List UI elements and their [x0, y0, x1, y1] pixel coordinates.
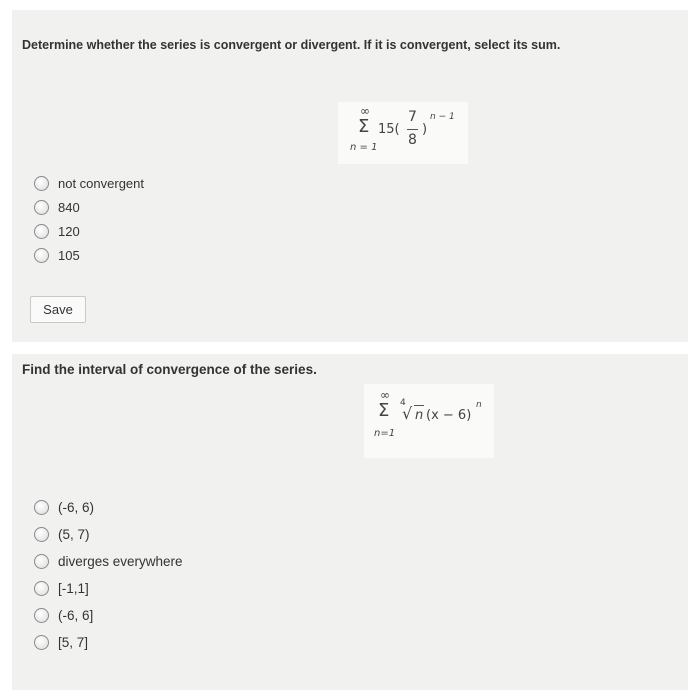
option-label: 120 — [58, 224, 80, 239]
sigma-upper-limit: ∞ — [380, 388, 390, 402]
option-interval-2[interactable] — [34, 527, 183, 542]
sigma-symbol: Σ — [378, 400, 390, 421]
sigma-symbol: Σ — [358, 116, 370, 137]
radio-button[interactable] — [34, 500, 49, 515]
option-label: diverges everywhere — [58, 554, 183, 569]
option-120[interactable] — [34, 224, 144, 239]
series-formula-1 — [338, 102, 468, 164]
question-1-panel — [12, 10, 688, 342]
fraction-numerator: 7 — [408, 109, 417, 125]
radical-sign: √ — [402, 404, 413, 423]
screenshot-divider — [12, 342, 688, 354]
option-label: [-1,1] — [58, 581, 89, 596]
series-exponent: n − 1 — [430, 112, 455, 122]
sigma-upper-limit: ∞ — [360, 104, 370, 118]
fraction-denominator: 8 — [408, 132, 417, 148]
option-840[interactable] — [34, 200, 144, 215]
answer-options-2 — [34, 500, 183, 662]
radio-button[interactable] — [34, 224, 49, 239]
radio-button[interactable] — [34, 608, 49, 623]
series-body: (x − 6) — [426, 408, 472, 423]
option-label: (-6, 6] — [58, 608, 94, 623]
answer-options-1 — [34, 176, 144, 272]
option-label: (-6, 6) — [58, 500, 95, 515]
radio-button[interactable] — [34, 200, 49, 215]
option-interval-1[interactable] — [34, 500, 183, 515]
option-interval-5[interactable] — [34, 635, 183, 650]
series-formula-2 — [364, 384, 494, 458]
option-label: 840 — [58, 200, 80, 215]
radical-bar — [414, 405, 424, 406]
radio-button[interactable] — [34, 581, 49, 596]
question-1-prompt: Determine whether the series is convergent or divergent. If it is convergent, select its sum. — [22, 38, 561, 52]
option-not-convergent[interactable] — [34, 176, 144, 191]
radio-button[interactable] — [34, 635, 49, 650]
radio-button[interactable] — [34, 527, 49, 542]
option-interval-4[interactable] — [34, 608, 183, 623]
sigma-lower-limit: n = 1 — [350, 142, 378, 153]
option-interval-3[interactable] — [34, 581, 183, 596]
sigma-lower-limit: n=1 — [374, 428, 396, 439]
option-label: (5, 7) — [58, 527, 90, 542]
option-label: not convergent — [58, 176, 145, 191]
root-index: 4 — [400, 398, 406, 408]
option-label: [5, 7] — [58, 635, 89, 650]
question-2-prompt: Find the interval of convergence of the series. — [22, 362, 317, 377]
series-exponent: n — [476, 400, 482, 410]
fraction-bar — [407, 129, 418, 130]
option-label: 105 — [58, 248, 80, 263]
radio-button[interactable] — [34, 176, 49, 191]
radio-button[interactable] — [34, 554, 49, 569]
series-coefficient: 15( — [378, 122, 400, 137]
option-diverges-everywhere[interactable] — [34, 554, 183, 569]
radicand: n — [415, 408, 424, 423]
save-button[interactable]: Save — [30, 296, 86, 323]
series-close-paren: ) — [422, 122, 428, 137]
question-2-panel — [12, 354, 688, 690]
radio-button[interactable] — [34, 248, 49, 263]
option-105[interactable] — [34, 248, 144, 263]
